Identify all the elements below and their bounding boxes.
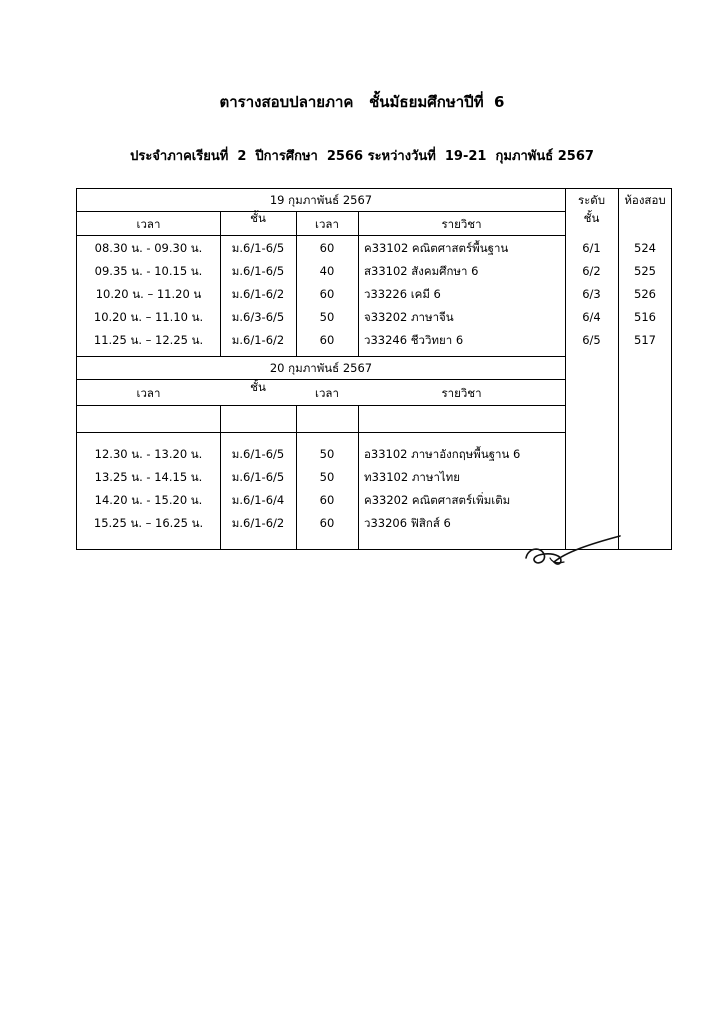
col-header-class: ชั้น <box>250 211 266 225</box>
duration-cell: 50 <box>319 310 335 324</box>
rule <box>77 432 565 433</box>
duration-cell: 60 <box>319 333 335 347</box>
time-cell: 09.35 น. - 10.15 น. <box>94 264 203 278</box>
room-cell: 525 <box>634 264 656 278</box>
col-header-time: เวลา <box>136 386 161 400</box>
time-cell: 13.25 น. - 14.15 น. <box>94 470 203 484</box>
col-header-room: ห้องสอบ <box>624 193 666 207</box>
rule <box>77 356 565 357</box>
subject-cell: ท33102 ภาษาไทย <box>364 470 460 484</box>
page-title: ตารางสอบปลายภาค ชั้นมัธยมศึกษาปีที่ 6 <box>219 93 505 111</box>
level-cell: 6/3 <box>582 287 601 301</box>
subject-cell: ค33102 คณิตศาสตร์พื้นฐาน <box>364 241 509 255</box>
rule <box>77 211 565 212</box>
class-cell: ม.6/1-6/5 <box>231 447 285 461</box>
duration-cell: 60 <box>319 287 335 301</box>
room-cell: 526 <box>634 287 656 301</box>
class-cell: ม.6/1-6/2 <box>231 516 285 530</box>
level-cell: 6/2 <box>582 264 601 278</box>
day2-date: 20 กุมภาพันธ์ 2567 <box>269 361 373 375</box>
class-cell: ม.6/1-6/4 <box>231 493 285 507</box>
class-cell: ม.6/1-6/5 <box>231 470 285 484</box>
subject-cell: ว33226 เคมี 6 <box>364 287 441 301</box>
duration-cell: 60 <box>319 516 335 530</box>
class-cell: ม.6/1-6/5 <box>231 264 285 278</box>
time-cell: 12.30 น. - 13.20 น. <box>94 447 203 461</box>
room-cell: 517 <box>634 333 656 347</box>
class-cell: ม.6/1-6/2 <box>231 333 285 347</box>
time-cell: 08.30 น. - 09.30 น. <box>94 241 203 255</box>
col-header-level: ระดับ <box>577 193 606 207</box>
subject-cell: ว33246 ชีววิทยา 6 <box>364 333 464 347</box>
time-cell: 14.20 น. - 15.20 น. <box>94 493 203 507</box>
col-header-subject: รายวิชา <box>441 217 482 231</box>
col-header-subject: รายวิชา <box>441 386 482 400</box>
duration-cell: 40 <box>319 264 335 278</box>
duration-cell: 50 <box>319 447 335 461</box>
exam-schedule-table <box>76 188 672 550</box>
rule <box>77 405 565 406</box>
day1-date: 19 กุมภาพันธ์ 2567 <box>269 193 373 207</box>
level-cell: 6/4 <box>582 310 601 324</box>
rule <box>77 379 565 380</box>
room-cell: 524 <box>634 241 656 255</box>
time-cell: 11.25 น. – 12.25 น. <box>93 333 204 347</box>
rule <box>77 235 565 236</box>
duration-cell: 60 <box>319 241 335 255</box>
level-cell: 6/1 <box>582 241 601 255</box>
time-cell: 10.20 น. – 11.20 น <box>95 287 202 301</box>
subject-cell: อ33102 ภาษาอังกฤษพื้นฐาน 6 <box>364 447 521 461</box>
subject-cell: ส33102 สังคมศึกษา 6 <box>364 264 479 278</box>
rule <box>358 211 359 356</box>
class-cell: ม.6/1-6/2 <box>231 287 285 301</box>
time-cell: 10.20 น. – 11.10 น. <box>93 310 204 324</box>
class-cell: ม.6/1-6/5 <box>231 241 285 255</box>
class-cell: ม.6/3-6/5 <box>231 310 285 324</box>
col-header-duration: เวลา <box>315 217 339 231</box>
col-header-time: เวลา <box>136 217 161 231</box>
subject-cell: จ33202 ภาษาจีน <box>364 310 454 324</box>
time-cell: 15.25 น. – 16.25 น. <box>93 516 204 530</box>
duration-cell: 60 <box>319 493 335 507</box>
subject-cell: ค33202 คณิตศาสตร์เพิ่มเติม <box>364 493 511 507</box>
room-cell: 516 <box>634 310 656 324</box>
duration-cell: 50 <box>319 470 335 484</box>
col-header-class: ชั้น <box>250 380 266 394</box>
col-header-level-2: ชั้น <box>583 211 600 225</box>
subject-cell: ว33206 ฟิสิกส์ 6 <box>364 516 451 530</box>
level-cell: 6/5 <box>582 333 601 347</box>
rule <box>358 405 359 550</box>
signature-image <box>520 532 625 572</box>
col-header-duration: เวลา <box>315 386 339 400</box>
page-subtitle: ประจำภาคเรียนที่ 2 ปีการศึกษา 2566 ระหว่างวันที่ 19-21 กุมภาพันธ์ 2567 <box>130 149 594 164</box>
